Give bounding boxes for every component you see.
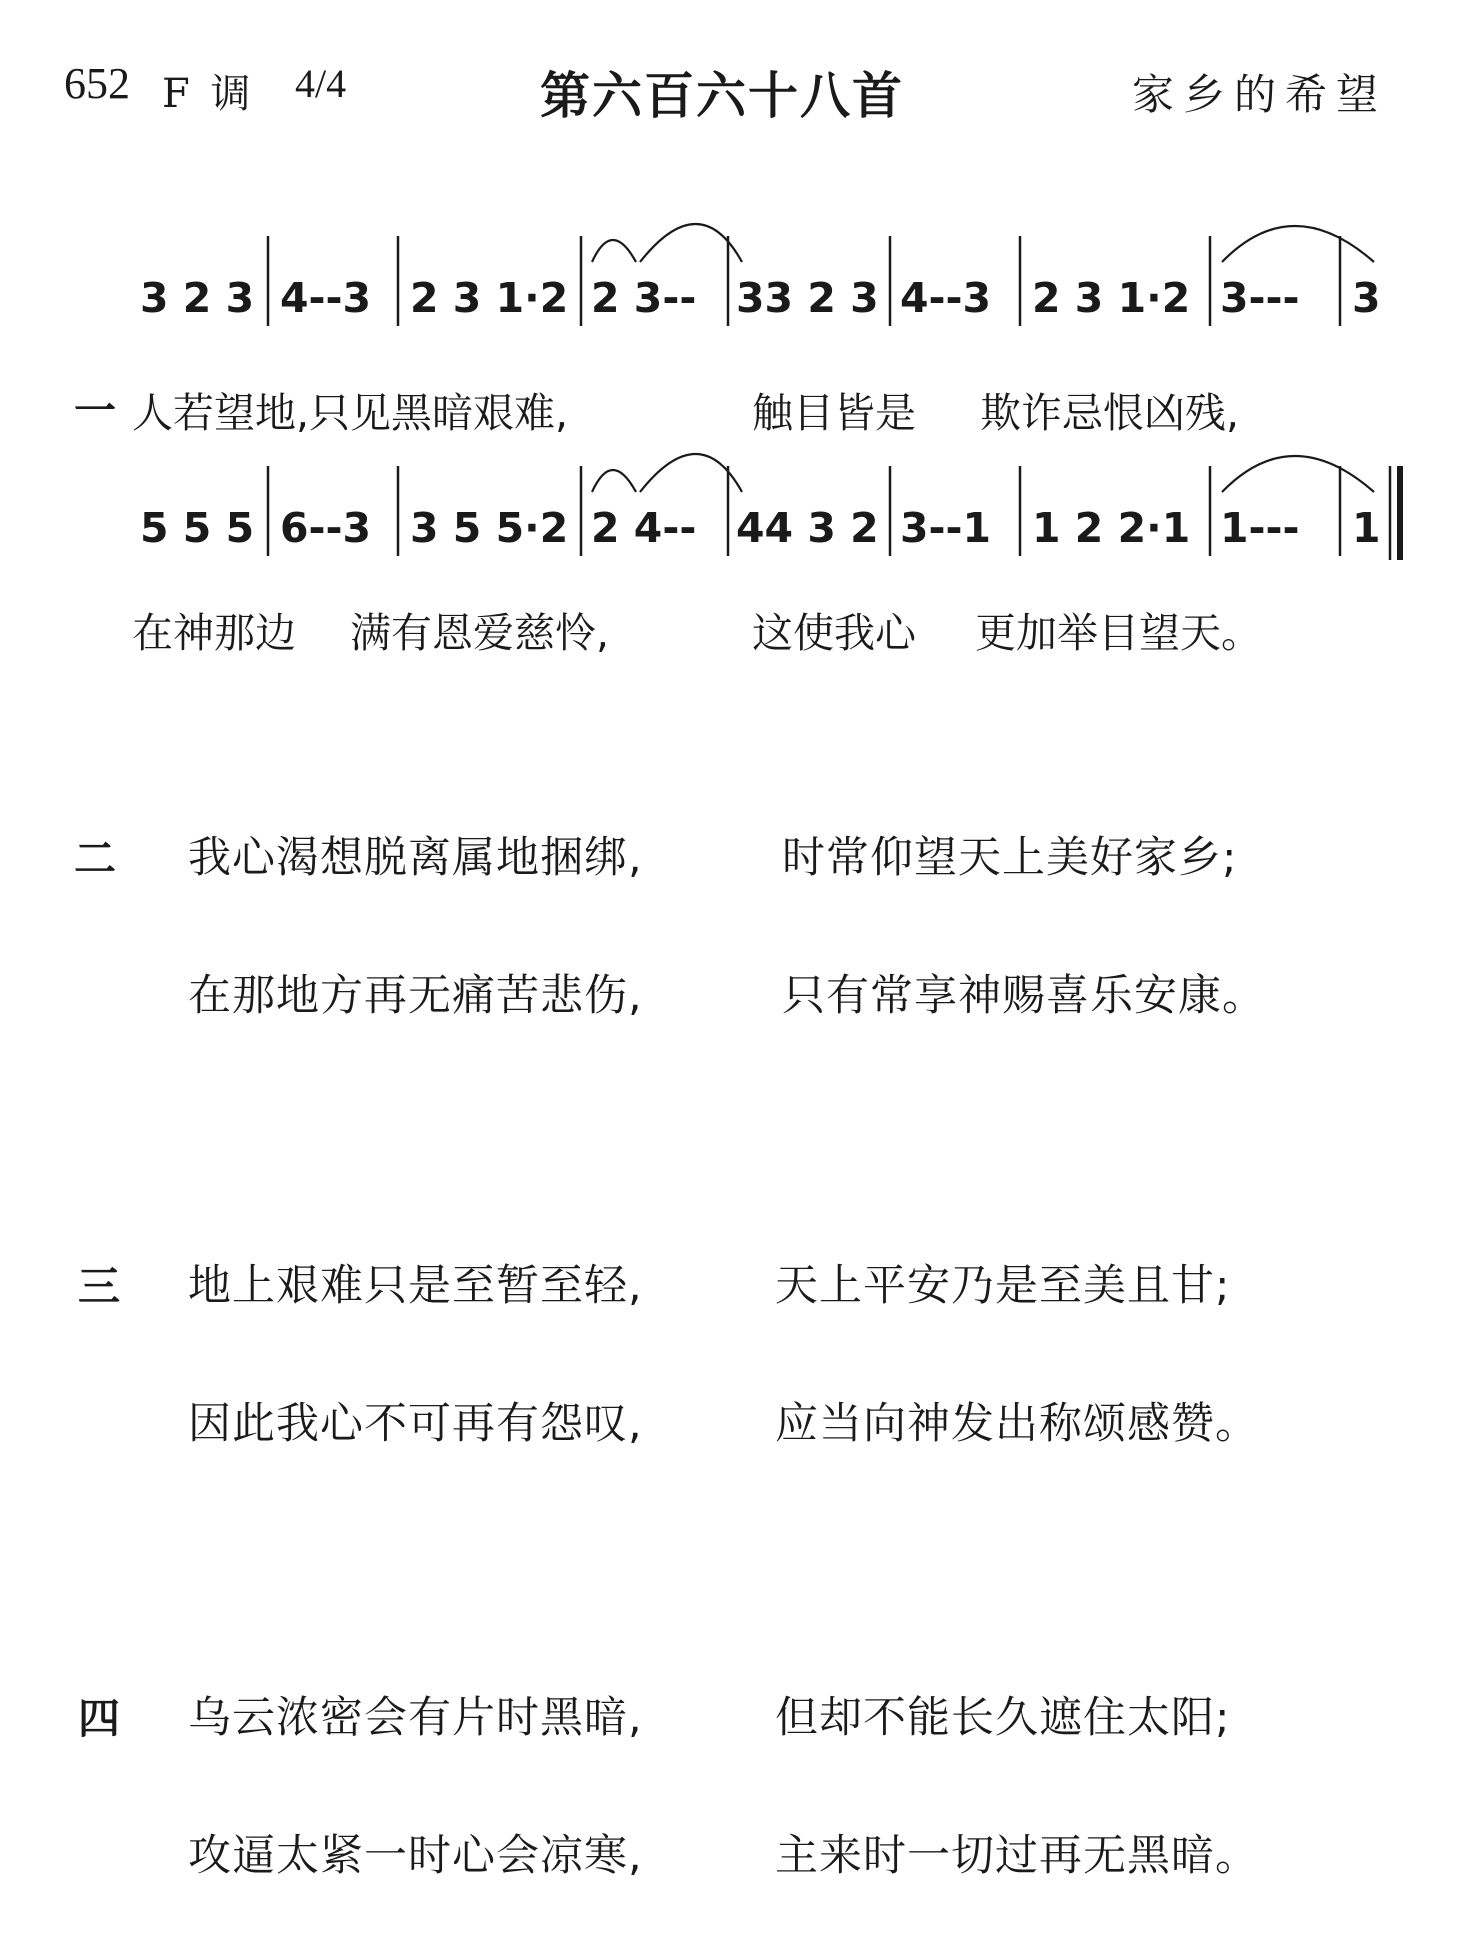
tie-mark	[1222, 226, 1374, 262]
measure: 33 2 3	[736, 274, 879, 322]
verse-line: 在那地方再无痛苦悲伤,	[188, 971, 643, 1021]
notation-staff	[0, 0, 1470, 700]
verse-line: 时常仰望天上美好家乡;	[782, 833, 1238, 883]
notation-line-2	[140, 454, 1400, 560]
measure: 2 3--	[591, 274, 697, 322]
measure: 6--3	[280, 504, 372, 552]
verse-line: 主来时一切过再无黑暗。	[775, 1831, 1259, 1881]
measure: 3 5 5·2	[410, 504, 569, 552]
verse-line: 因此我心不可再有怨叹,	[188, 1399, 643, 1449]
tie-mark	[640, 224, 742, 262]
lyric-line: 在神那边	[132, 609, 296, 657]
verse-line: 但却不能长久遮住太阳;	[775, 1693, 1231, 1743]
tie-mark	[592, 240, 636, 262]
lyric-line: 更加举目望天。	[975, 609, 1262, 657]
lyric-line: 这使我心	[752, 609, 916, 657]
verse-number: 二	[74, 834, 117, 883]
song-name: 家乡的希望	[1132, 70, 1388, 119]
verse-number: 四	[78, 1694, 121, 1743]
verse-line: 攻逼太紧一时心会凉寒,	[188, 1831, 643, 1881]
measure: 3--1	[900, 504, 992, 552]
time-signature: 4/4	[295, 61, 347, 106]
measure: 1	[1352, 504, 1381, 552]
measure: 1 2 2·1	[1032, 504, 1191, 552]
verse-number: 一	[74, 386, 117, 435]
lyric-line: 欺诈忌恨凶残,	[980, 389, 1240, 437]
lyric-line: 触目皆是	[752, 389, 916, 437]
measure: 2 3 1·2	[410, 274, 569, 322]
measure: 4--3	[280, 274, 372, 322]
verse-line: 只有常享神赐喜乐安康。	[782, 971, 1266, 1021]
hymn-title: 第六百六十八首	[540, 67, 904, 125]
measure: 44 3 2	[736, 504, 879, 552]
tie-mark	[640, 454, 742, 492]
measure: 3	[1352, 274, 1381, 322]
hymn-number: 652	[64, 59, 130, 108]
measure: 5 5 5	[140, 504, 255, 552]
verse-line: 天上平安乃是至美且甘;	[775, 1261, 1231, 1311]
measure: 3---	[1220, 274, 1300, 322]
tie-mark	[1222, 456, 1374, 492]
measure: 3 2 3	[140, 274, 255, 322]
verse-line: 我心渴想脱离属地捆绑,	[188, 833, 643, 883]
key-signature: F 调	[162, 71, 255, 117]
measure: 2 4--	[591, 504, 697, 552]
verse-line: 应当向神发出称颂感赞。	[775, 1399, 1259, 1449]
measure: 2 3 1·2	[1032, 274, 1191, 322]
measure: 4--3	[900, 274, 992, 322]
lyric-line: 满有恩爱慈怜,	[350, 609, 610, 657]
tie-mark	[592, 470, 636, 492]
verse-line: 地上艰难只是至暂至轻,	[188, 1261, 643, 1311]
verse-number: 三	[78, 1262, 121, 1311]
lyric-line: 人若望地,只见黑暗艰难,	[132, 389, 569, 437]
measure: 1---	[1220, 504, 1300, 552]
notation-line-1	[140, 224, 1381, 326]
verse-line: 乌云浓密会有片时黑暗,	[188, 1693, 643, 1743]
